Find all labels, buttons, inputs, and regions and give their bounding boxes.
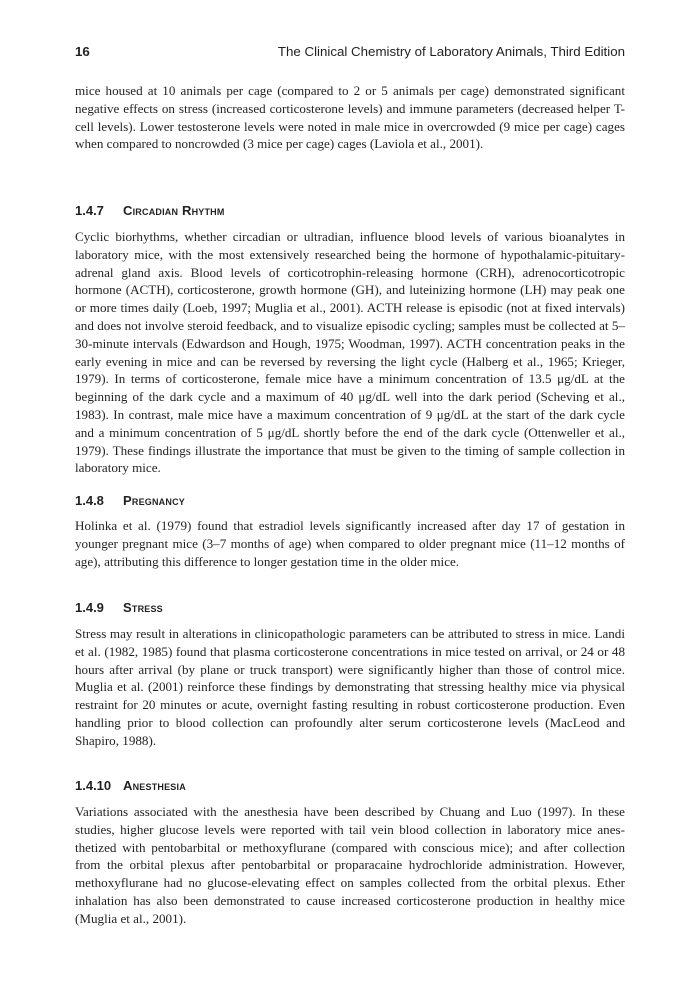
intro-paragraph: mice housed at 10 animals per cage (compared to 2 or 5 animals per cage) demonstrated significant negative effects on stress (increased corticosterone levels) and immune parameters (decreased helper T-cell levels). Lower testosterone levels were noted in male mice in overcrowded (9 mice per cage) cages when compared to noncrowded (3 mice per cage) cages (Laviola et al., 2001). bbox=[75, 83, 625, 152]
book-page bbox=[75, 0, 625, 1000]
book-title: The Clinical Chemistry of Laboratory Animals, Third Edition bbox=[277, 44, 625, 59]
section-title: Circadian Rhythm bbox=[123, 203, 225, 218]
section-number: 1.4.7 bbox=[75, 203, 104, 218]
section-paragraph-anesthesia: Variations associated with the anesthesia have been described by Chuang and Luo (1997). In these studies, higher glucose levels were reported with tail vein blood collection in laboratory mice anesthetized with pentobarbital or methoxyflurane (compared with conscious mice); and after collection from the orbital plexus after pentobarbital or proparacaine hydrochloride administration. However, methoxyflurane had no glucose-elevating effect on samples collected from the orbital plexus. Ether inhalation has also been demonstrated to cause increased corticosterone production in healthy mice (Muglia et al., 2001). bbox=[75, 804, 625, 926]
section-title: Stress bbox=[123, 600, 163, 615]
section-title: Pregnancy bbox=[123, 493, 185, 508]
section-paragraph-circadian-rhythm: Cyclic biorhythms, whether circadian or ultradian, influence blood levels of various bioanalytes in laboratory mice, with the most extensively researched being the hormone of hypothalamic-pituitary-adrenal gland axis. Blood levels of corticotrophin-releasing hormone (CRH), adrenocorticotropic hormone (ACTH), corticosterone, growth hormone (GH), and luteinizing hormone (LH) may peak one or more times daily (Loeb, 1997; Muglia et al., 2001). ACTH release is episodic (not at fixed intervals) and does not involve steroid feedback, and to visualize episodic cycling; samples must be collected at 5–30-minute intervals (Edwardson and Hough, 1975; Woodman, 1997). ACTH concentration peaks in the early evening in mice and can be reversed by reversing the light cycle (Halberg et al., 1965; Krieger, 1979). In terms of corticosterone, female mice have a minimum concentration of 13.5 μg/dL at the beginning of the dark cycle and a maximum of 40 μg/dL well into the dark period (Scheving et al., 1983). In contrast, male mice have a maximum concentration of 9 μg/dL at the start of the dark cycle and a minimum concentration of 5 μg/dL shortly before the end of the dark cycle (Ottenweller et al., 1979). These findings illustrate the importance that must be given to the timing of sample collection in laboratory mice. bbox=[75, 229, 625, 476]
section-number: 1.4.8 bbox=[75, 493, 104, 508]
section-number: 1.4.9 bbox=[75, 600, 104, 615]
section-heading-circadian-rhythm bbox=[75, 203, 625, 218]
section-paragraph-stress: Stress may result in alterations in clinicopathologic parameters can be attributed to stress in mice. Landi et al. (1982, 1985) found that plasma corticosterone concentrations in mice tested on arrival, or 24 or 48 hours after arrival (by plane or truck transport) were significantly higher than those of control mice. Muglia et al. (2001) reinforce these findings by demonstrating that stressing healthy mice via physical restraint for 20 minutes or acute, overnight fasting resulting in robust corticosterone production. Even handling prior to blood collection can profoundly alter serum corticosterone levels (MacLeod and Shapiro, 1988). bbox=[75, 626, 625, 748]
section-heading-stress bbox=[75, 600, 625, 615]
section-number: 1.4.10 bbox=[75, 778, 112, 793]
page-number: 16 bbox=[75, 44, 90, 59]
section-heading-anesthesia bbox=[75, 778, 625, 793]
running-header bbox=[75, 44, 625, 64]
section-title: Anesthesia bbox=[123, 778, 186, 793]
section-paragraph-pregnancy: Holinka et al. (1979) found that estradiol levels significantly increased after day 17 of gestation in younger pregnant mice (3–7 months of age) when compared to older pregnant mice (11–12 months of age), attributing this difference to longer gestation time in the older mice. bbox=[75, 518, 625, 569]
section-heading-pregnancy bbox=[75, 493, 625, 508]
